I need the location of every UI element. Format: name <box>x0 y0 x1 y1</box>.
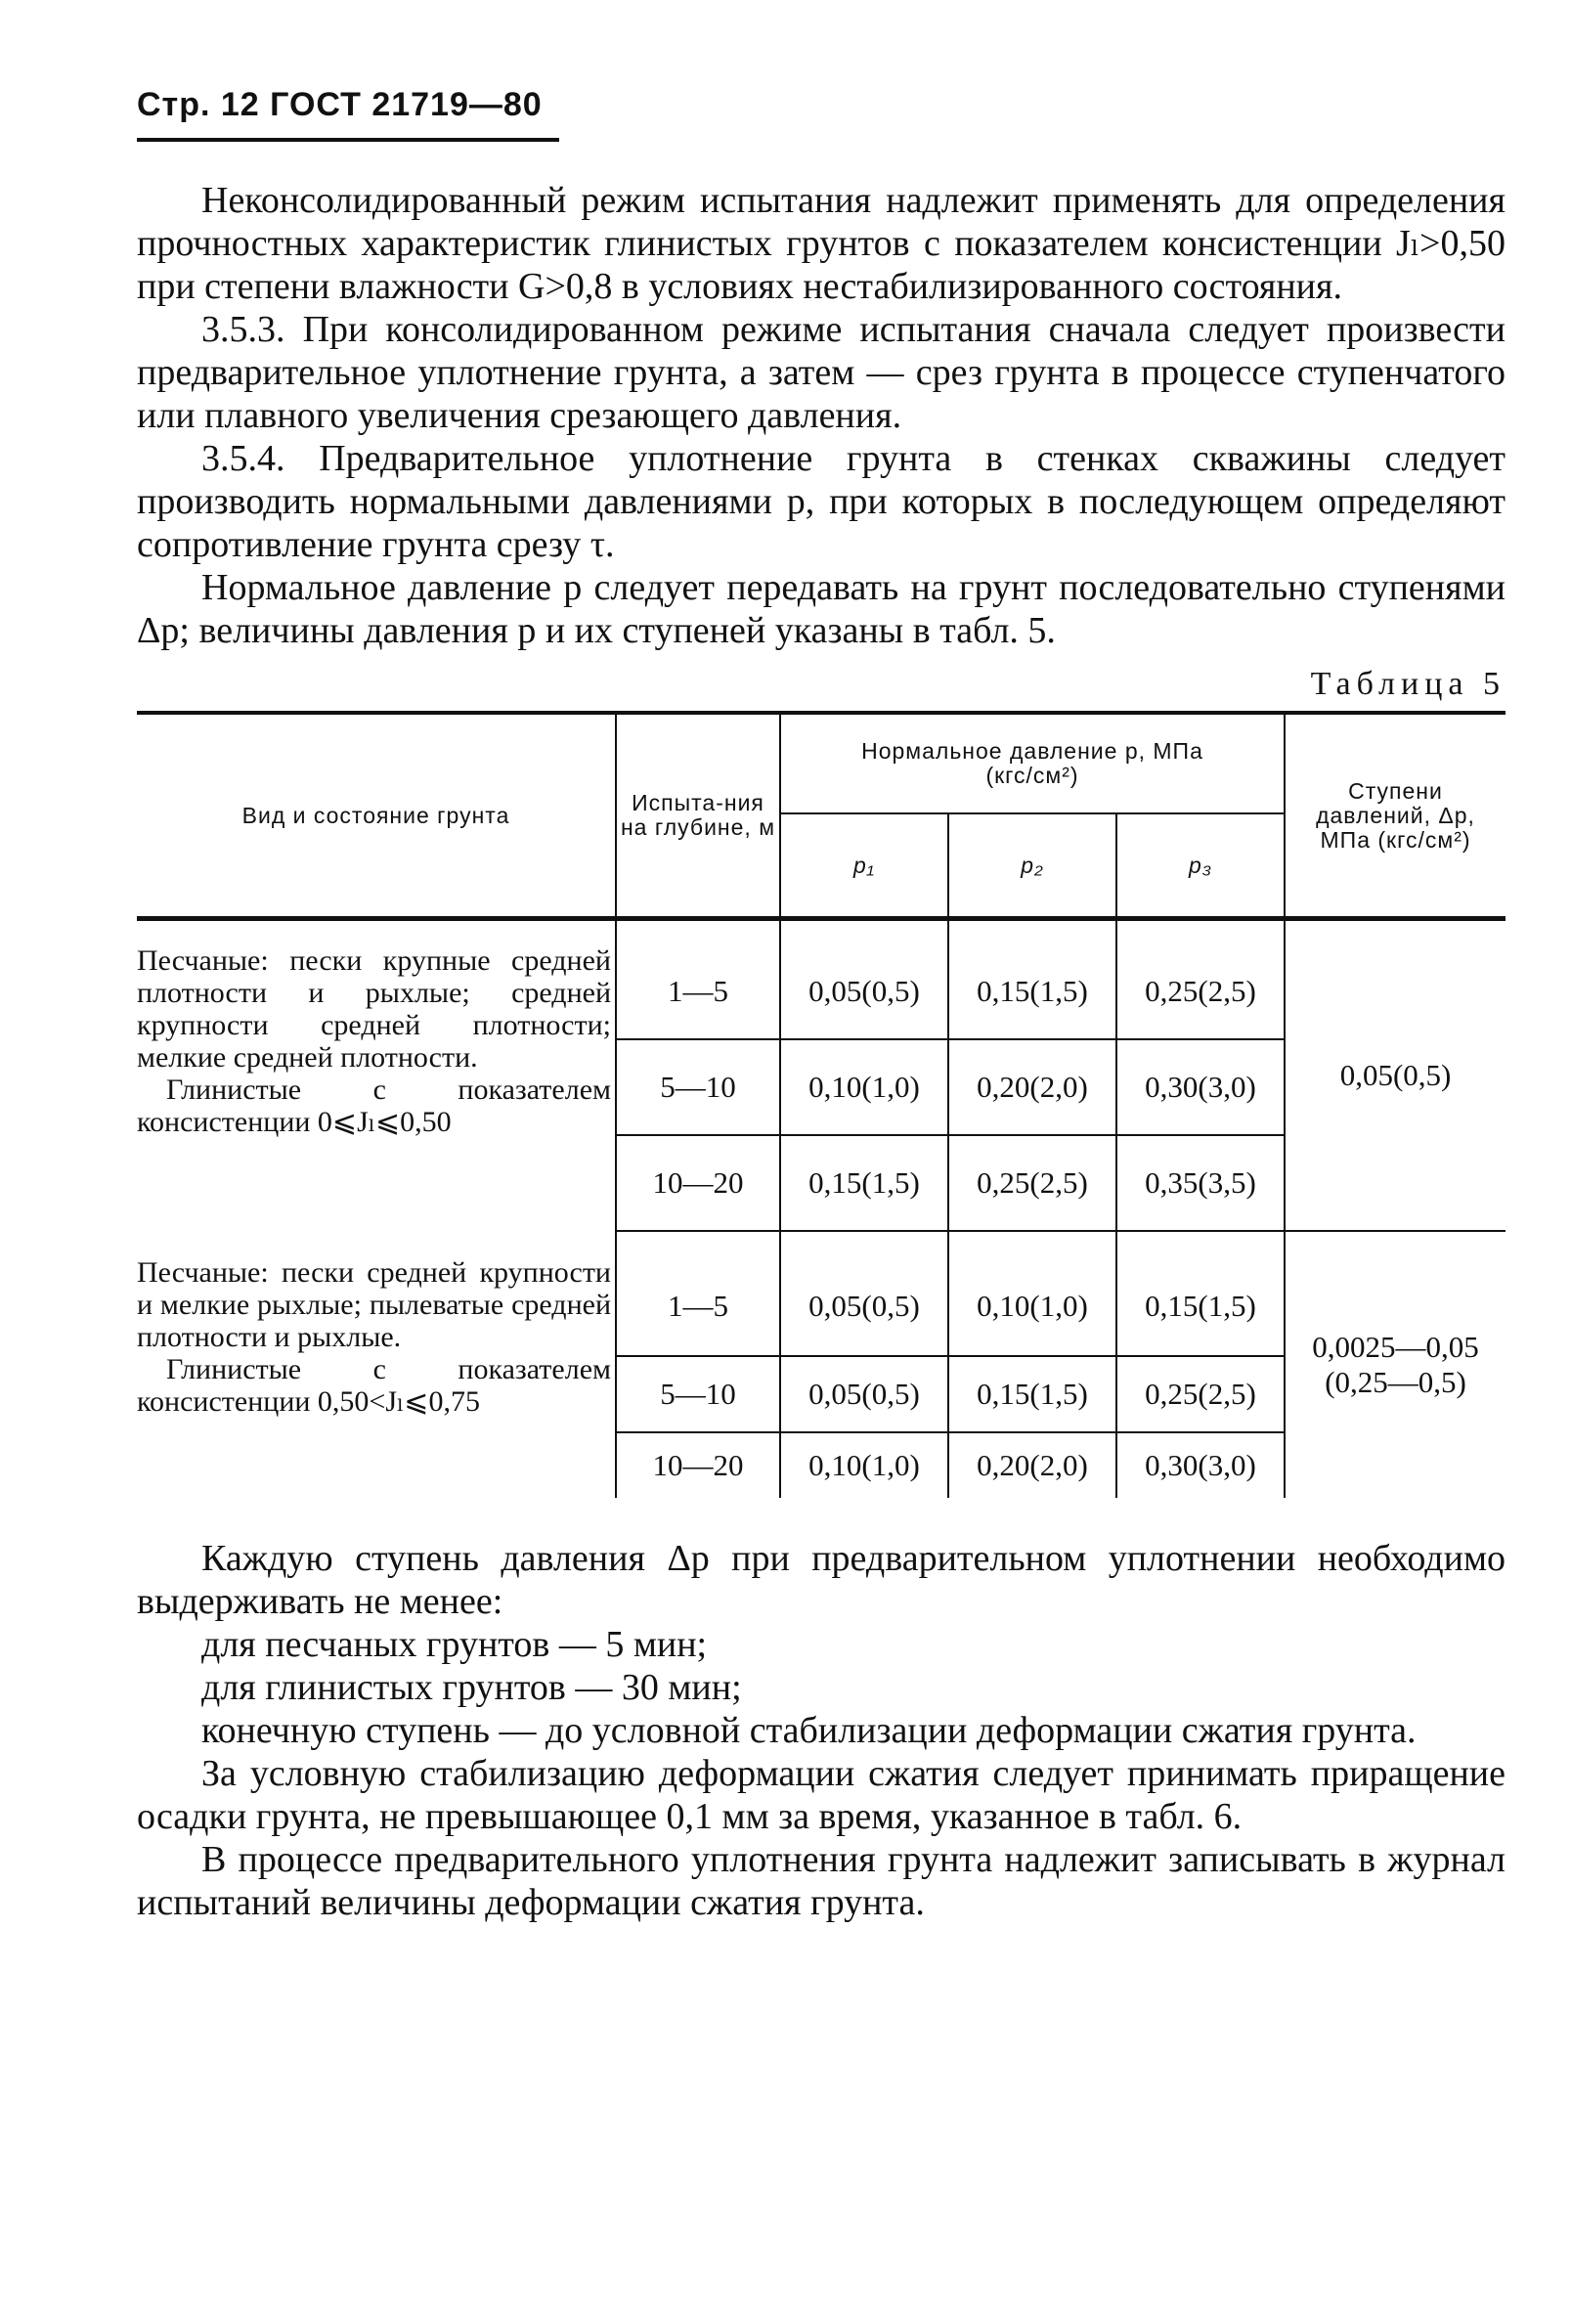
soil-desc-clay-1: Глинистые с показателем консистенции 0⩽Jₗ⩽0,50 <box>137 1074 611 1138</box>
depth-cell: 5—10 <box>616 1039 780 1135</box>
list-item-final-step: конечную ступень — до условной стабилизации деформации сжатия грунта. <box>201 1710 1417 1751</box>
paragraph-stabilization: За условную стабилизацию деформации сжатия следует принимать приращение осадки грунта, не превышающее 0,1 мм за время, указанное в табл. 6. <box>137 1753 1506 1837</box>
p2-cell: 0,15(1,5) <box>948 1356 1116 1432</box>
depth-cell: 5—10 <box>616 1356 780 1432</box>
step-cell-1: 0,05(0,5) <box>1285 919 1506 1232</box>
paragraph-3-5-4: 3.5.4. Предварительное уплотнение грунта в стенках скважины следует производить нормальными давлениями p, при которых в последующем определяют сопротивление грунта срезу τ. <box>137 438 1506 565</box>
p1-cell: 0,10(1,0) <box>780 1039 948 1135</box>
p2-cell: 0,20(2,0) <box>948 1039 1116 1135</box>
p3-cell: 0,30(3,0) <box>1116 1432 1285 1498</box>
list-item-sandy: для песчаных грунтов — 5 мин; <box>201 1624 708 1665</box>
paragraph-journal: В процессе предварительного уплотнения грунта надлежит записывать в журнал испытаний величины деформации сжатия грунта. <box>137 1839 1506 1923</box>
p1-cell: 0,10(1,0) <box>780 1432 948 1498</box>
table-caption: Таблица 5 <box>1310 666 1506 702</box>
p2-cell: 0,25(2,5) <box>948 1135 1116 1231</box>
p3-cell: 0,15(1,5) <box>1116 1231 1285 1356</box>
soil-desc-sandy-2: Песчаные: пески средней крупности и мелкие рыхлые; пылеватые средней плотности и рыхлые. <box>137 1256 611 1353</box>
header-p1: p₁ <box>780 813 948 919</box>
p3-cell: 0,25(2,5) <box>1116 919 1285 1040</box>
table-5 <box>137 711 1506 1498</box>
header-depth: Испыта-ния на глубине, м <box>616 713 780 919</box>
header-normal-pressure: Нормальное давление p, МПа (кгс/см²) <box>780 713 1285 813</box>
header-pressure-steps: Ступени давлений, Δp, МПа (кгс/см²) <box>1285 713 1506 919</box>
soil-description-1 <box>137 919 616 1232</box>
p2-cell: 0,15(1,5) <box>948 919 1116 1040</box>
p3-cell: 0,35(3,5) <box>1116 1135 1285 1231</box>
p3-cell: 0,25(2,5) <box>1116 1356 1285 1432</box>
soil-desc-sandy-1: Песчаные: пески крупные средней плотности и рыхлые; средней крупности средней плотности; мелкие средней плотности. <box>137 944 611 1074</box>
p1-cell: 0,05(0,5) <box>780 1356 948 1432</box>
p1-cell: 0,15(1,5) <box>780 1135 948 1231</box>
table-row <box>137 1231 1506 1356</box>
table-row <box>137 919 1506 1040</box>
step-range-kgf: (0,25—0,5) <box>1325 1365 1466 1399</box>
depth-cell: 1—5 <box>616 1231 780 1356</box>
header-p3: p₃ <box>1116 813 1285 919</box>
page <box>137 86 1506 1924</box>
text-after-table <box>137 1537 1506 1924</box>
header-p2: p₂ <box>948 813 1116 919</box>
page-header: Стр. 12 ГОСТ 21719—80 <box>137 86 559 142</box>
paragraph-hold-steps: Каждую ступень давления Δp при предварительном уплотнении необходимо выдерживать не менее: <box>137 1538 1506 1622</box>
soil-description-2 <box>137 1231 616 1498</box>
soil-desc-clay-2: Глинистые с показателем консистенции 0,50<Jₗ⩽0,75 <box>137 1353 611 1418</box>
paragraph-normal-pressure: Нормальное давление p следует передавать на грунт последовательно ступенями Δp; величины давления p и их ступеней указаны в табл. 5. <box>137 567 1506 651</box>
list-item-clay: для глинистых грунтов — 30 мин; <box>201 1667 742 1708</box>
paragraph-3-5-3: 3.5.3. При консолидированном режиме испытания сначала следует произвести предварительное уплотнение грунта, а затем — срез грунта в процессе ступенчатого или плавного увеличения срезающего давления. <box>137 309 1506 436</box>
depth-cell: 10—20 <box>616 1135 780 1231</box>
depth-cell: 10—20 <box>616 1432 780 1498</box>
p3-cell: 0,30(3,0) <box>1116 1039 1285 1135</box>
p2-cell: 0,20(2,0) <box>948 1432 1116 1498</box>
p1-cell: 0,05(0,5) <box>780 919 948 1040</box>
depth-cell: 1—5 <box>616 919 780 1040</box>
step-range-mpa: 0,0025—0,05 <box>1312 1330 1479 1364</box>
step-cell-2 <box>1285 1231 1506 1498</box>
header-soil-type: Вид и состояние грунта <box>137 713 616 919</box>
paragraph-unconsolidated: Неконсолидированный режим испытания надлежит применять для определения прочностных характеристик глинистых грунтов с показателем консистенции Jₗ>0,50 при степени влажности G>0,8 в условиях нестабилизированного состояния. <box>137 180 1506 307</box>
p1-cell: 0,05(0,5) <box>780 1231 948 1356</box>
p2-cell: 0,10(1,0) <box>948 1231 1116 1356</box>
